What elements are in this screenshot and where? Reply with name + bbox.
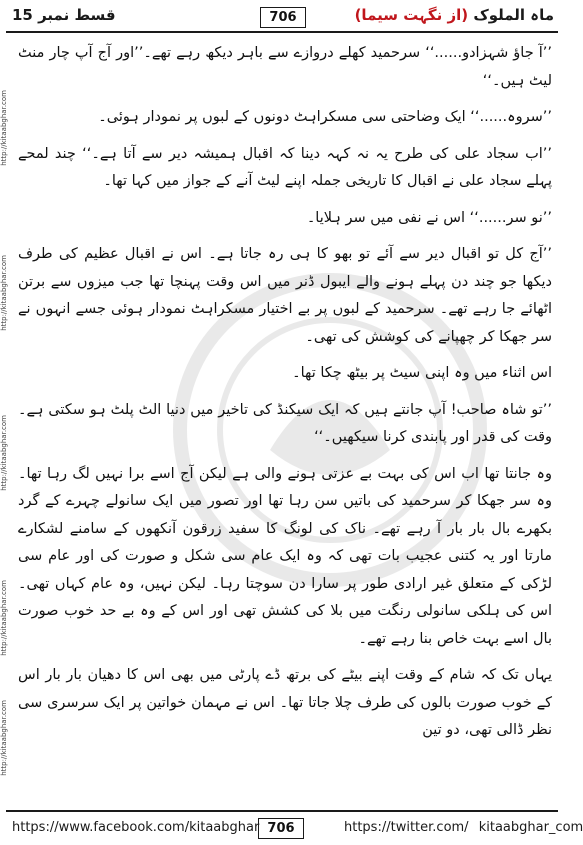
episode-label: قسط نمبر 15 [12,6,116,24]
twitter-link[interactable] [344,820,583,835]
footer-divider [6,810,558,812]
paragraph: ’’اب سجاد علی کی طرح یہ نہ کہہ دینا کہ اقبال ہمیشہ دیر سے آتا ہے۔‘‘ چند لمحے پہلے سجاد علی نے اقبال کا تاریخی جملہ اپنے لیٹ آنے کے جواز میں کہا تھا۔ [18,145,552,189]
paragraph: ’’آ جاؤ شہزادو......‘‘ سرحمید کھلے دروازے سے باہر دیکھ رہے تھے۔’’اور آج آپ چار منٹ لیٹ ہیں۔‘‘ [18,45,552,89]
header-divider [6,31,558,33]
paragraph: وہ جانتا تھا اب اس کی بہت بے عزتی ہونے والی ہے لیکن آج اسے برا نہیں لگ رہا تھا۔ وہ سر جھکا کر سرحمید کی باتیں سن رہا تھا اور تصور میں ایک سانولے چہرے کے گرد بکھرے بال بار بار آ رہے تھے۔ ناک کی لونگ کا سفید زرقون آنکھوں کے سامنے لشکارے مارتا اور یہ کتنی عجیب بات تھی کہ وہ ایک عام سی شکل و صورت کی اور عام سی لڑکی کے متعلق غیر ارادی طور پر سارا دن سوچتا رہا۔ لیکن نہیں، وہ عام کہاں تھی۔ اس کی ہلکی سانولی رنگت میں بلا کی کشش تھی اور اس کے وہ بے حد خوب صورت بال اسے بہت خاص بنا رہے تھے۔ [18,465,552,647]
side-url: http://kitaabghar.com [0,415,8,491]
facebook-link[interactable]: https://www.facebook.com/kitaabghar [12,820,260,835]
page-number-top: 706 [260,7,306,28]
book-title: ماہ الملوک [473,6,554,24]
paragraph: ’’سروہ......‘‘ ایک وضاحتی سی مسکراہٹ دونوں کے لبوں پر نمودار ہوئی۔ [98,109,552,125]
paragraph: اس اثناء میں وہ اپنی سیٹ پر بیٹھ چکا تھا۔ [292,365,552,381]
story-text [18,40,552,754]
side-url: http://kitaabghar.com [0,90,8,166]
side-url: http://kitaabghar.com [0,255,8,331]
paragraph: ’’نو سر......‘‘ اس نے نفی میں سر ہلایا۔ [306,209,552,226]
side-url: http://kitaabghar.com [0,580,8,656]
page-number-bottom: 706 [258,818,304,839]
paragraph: ’’تو شاہ صاحب! آپ جانتے ہیں کہ ایک سیکنڈ کی تاخیر میں دنیا الٹ پلٹ ہو سکتی ہے۔ وقت کی قدر اور پابندی کرنا سیکھیں۔‘‘ [18,401,552,445]
page-header-title [355,6,554,24]
author-name: (از نگہت سیما) [354,6,469,24]
twitter-handle: kitaabghar_com [478,820,583,835]
side-url: http://kitaabghar.com [0,700,8,776]
paragraph: ’’آج کل تو اقبال دیر سے آئے تو بھو کا ہی رہ جاتا ہے۔ اس نے اقبال عظیم کی طرف دیکھا جو چند دن پہلے ہونے والے ایبول ڈنر میں اس وقت پہنچا تھا جب میزوں سے برتن اٹھائے جا رہے تھے۔ سرحمید کے لبوں پر بے اختیار مسکراہٹ نمودار ہوئی جسے انہوں نے سر جھکا کر چھپانے کی کوشش کی تھی۔ [18,246,552,345]
paragraph: یہاں تک کہ شام کے وقت اپنے بیٹے کی برتھ ڈے پارٹی میں بھی اس کا دھیان بار بار اس کے خوب صورت بالوں کی طرف چلا جاتا تھا۔ اس نے مہمان خواتین پر ایک سرسری سی نظر ڈالی تھی، دو تین [18,667,552,738]
twitter-url: https://twitter.com/ [344,820,469,835]
